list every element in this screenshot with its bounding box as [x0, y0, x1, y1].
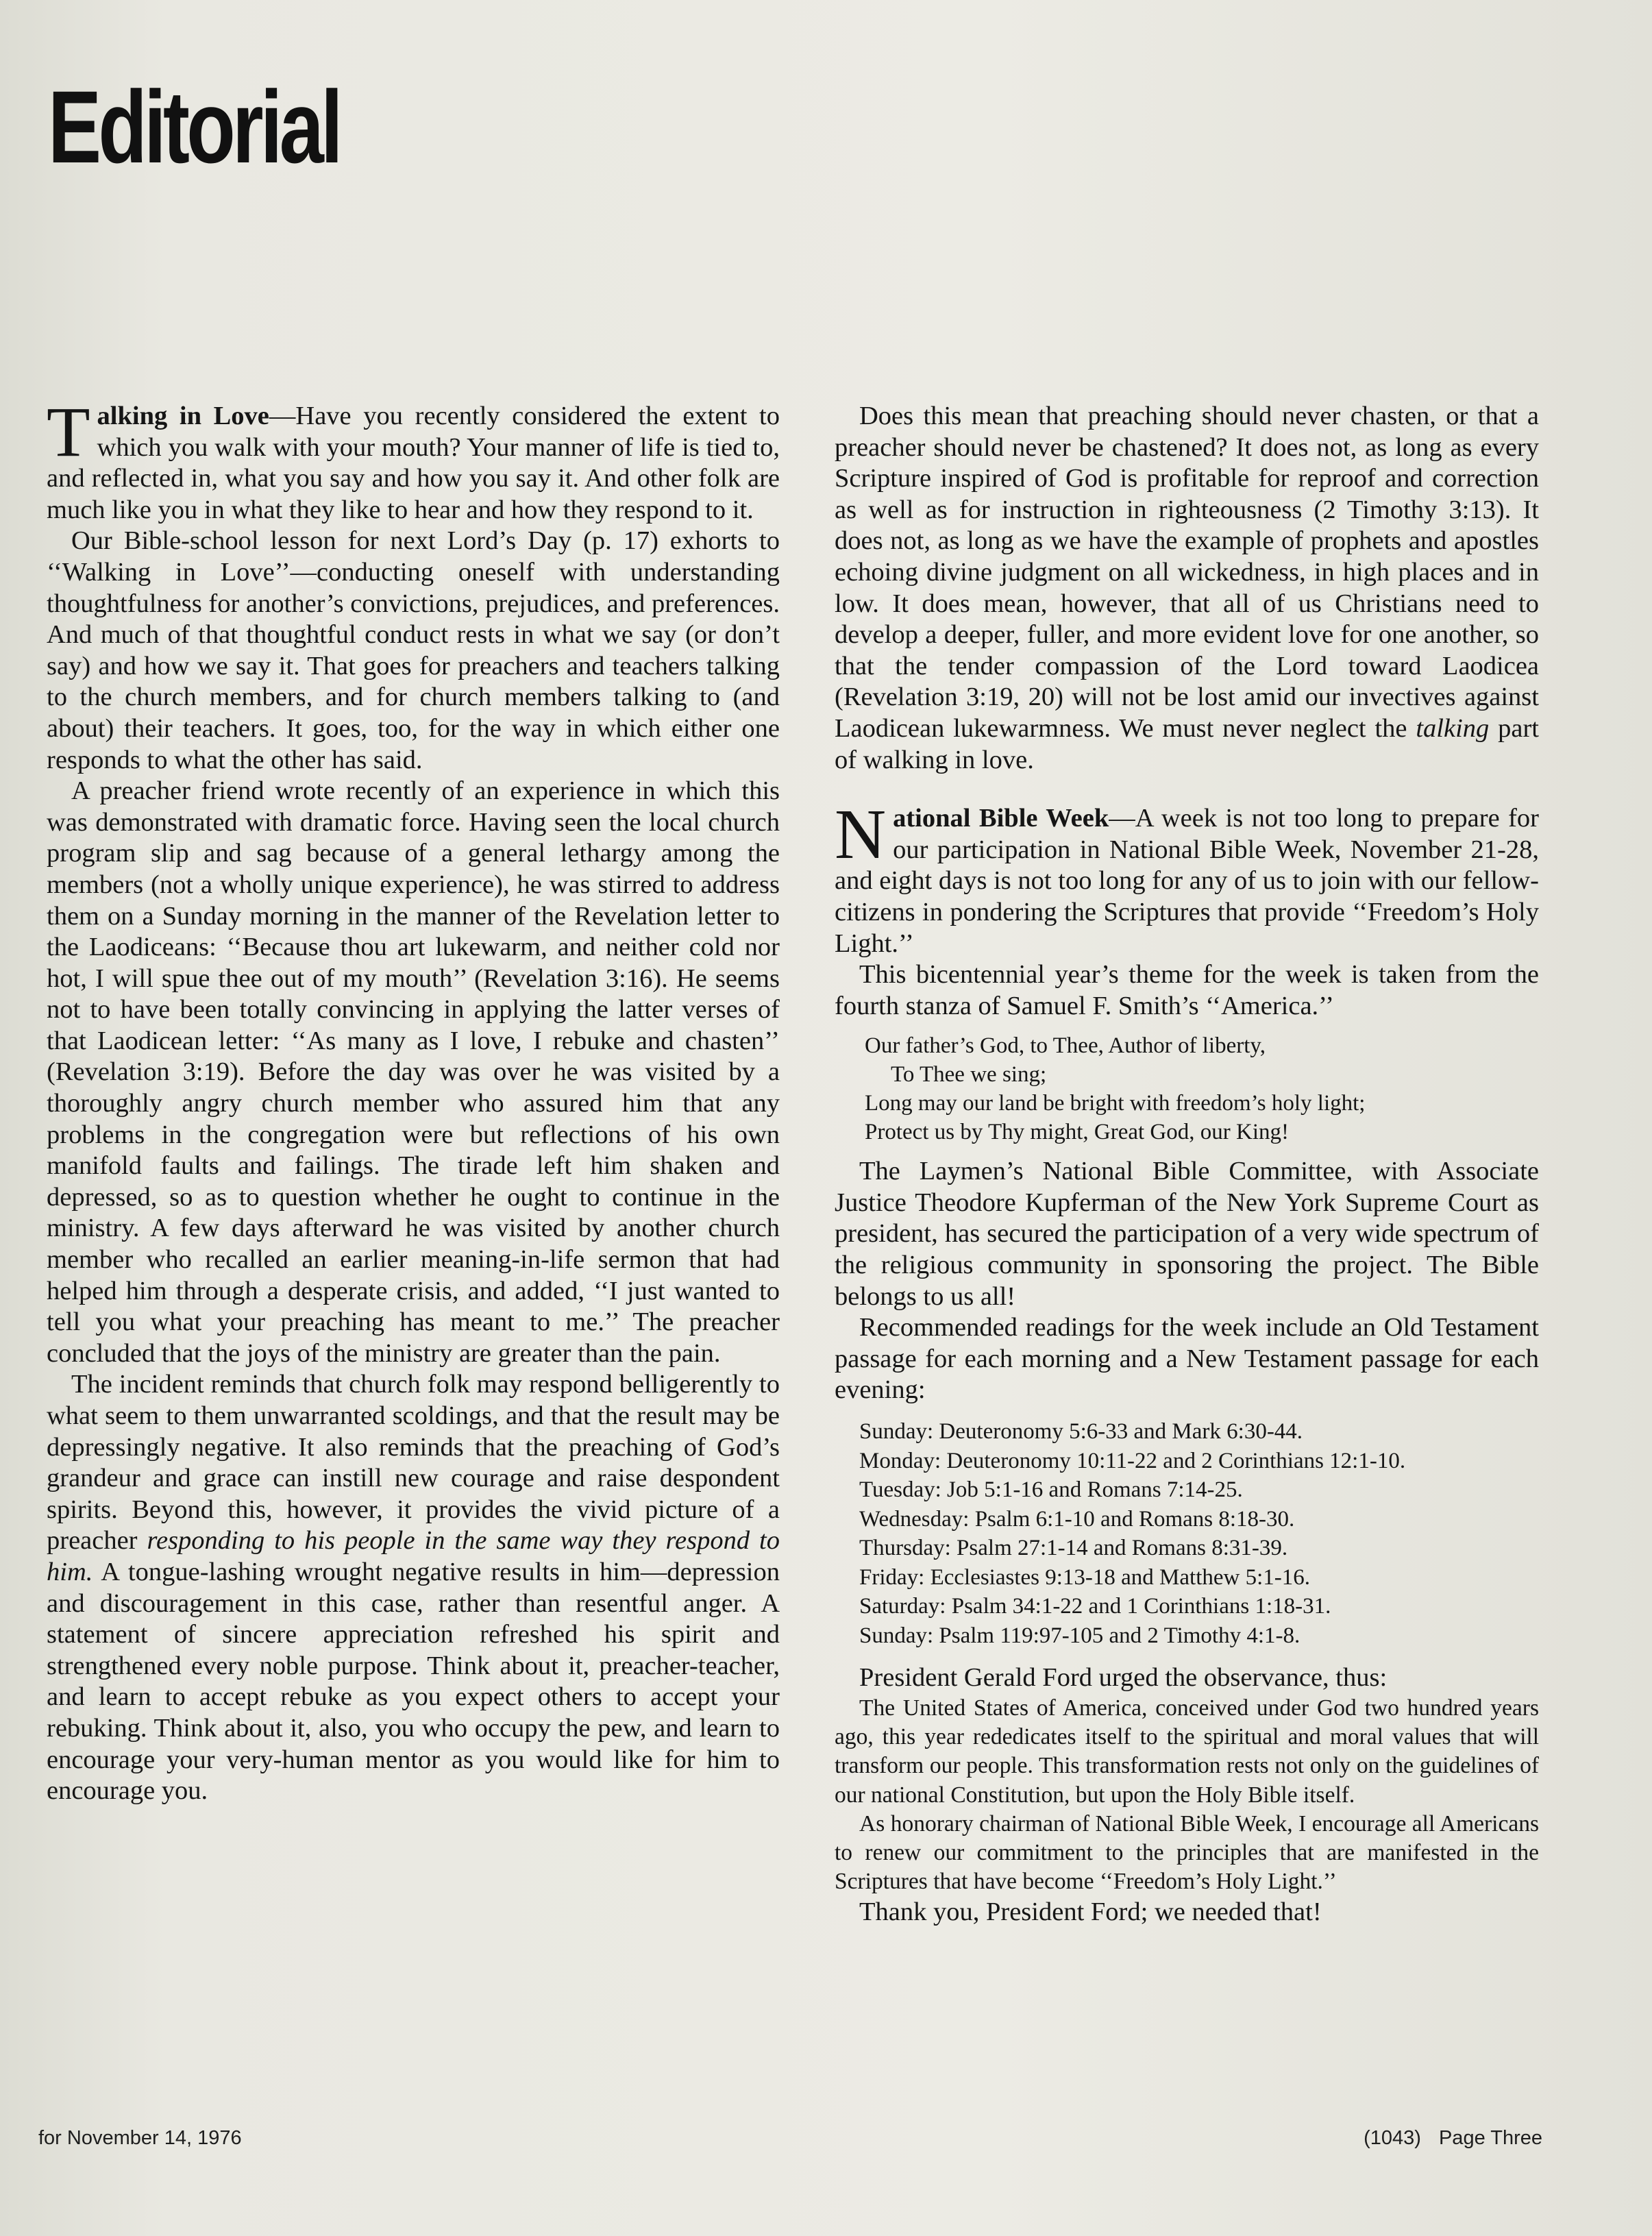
paragraph: This bicentennial year’s theme for the week is taken from the fourth stanza of Samuel F. Smith’s ‘‘America.’’	[835, 960, 1539, 1020]
paragraph-talking-in-love	[47, 393, 780, 526]
paragraph-text: A tongue-lashing wrought negative results in him—depression and discouragement in this case, rather than resentful anger. A statement of sincere appreciation refreshed his spirit and strengthened every noble purpose. Think about it, preacher-teacher, and learn to accept rebuke as you expect others to accept your rebuking. Think about it, also, you who occupy the pew, and learn to encourage your very-human mentor as you would like for him to encourage you.	[47, 1557, 780, 1806]
footer-page	[1346, 2127, 1542, 2150]
closing-line: Thank you, President Ford; we needed that!	[859, 1897, 1322, 1926]
quote-paragraph: The United States of America, conceived under God two hundred years ago, this year rededicates itself to the spiritual and moral values that will transform our people. This transformation rests not only on the guidelines of our national Constitution, but upon the Holy Bible itself.	[835, 1695, 1539, 1808]
reading-item: Tuesday: Job 5:1-16 and Romans 7:14-25.	[859, 1477, 1243, 1503]
footer-date: for November 14, 1976	[38, 2127, 242, 2149]
section-heading-talking-in-love: alking in Love	[97, 402, 269, 430]
paragraph: A preacher friend wrote recently of an experience in which this was demonstrated with dramatic force. Having seen the local church program slip and sag because of a general lethargy among the members (not a wholly unique experience), he was stirred to address them on a Sunday morning in the manner of the Revelation letter to the Laodiceans: ‘‘Because thou art lukewarm, and neither cold nor hot, I will spue thee out of my mouth’’ (Revelation 3:16). He seems not to have been totally convincing in applying the latter verses of that Laodicean letter: ‘‘As many as I love, I rebuke and chasten’’ (Revelation 3:19). Before the day was over he was visited by a thoroughly angry church member who assured him that any problems in the congregation were but reflections of his own manifold faults and failings. The tirade left him shaken and depressed, so as to question whether he ought to continue in the ministry. A few days afterward he was visited by another church member who recalled an earlier meaning-in-life sermon that had helped him through a desperate crisis, and added, ‘‘I just wanted to tell you what your preaching has meant to me.’’ The preacher concluded that the joys of the ministry are greater than the pain.	[47, 776, 780, 1368]
paragraph-text: —Have you recently considered the extent to which you walk with your mouth? Your manner of life is tied to, and reflected in, what you say and how you say it. And other folk are much like you in what they like to hear and how they respond to it.	[47, 402, 780, 524]
section-heading-national-bible-week: ational Bible Week	[893, 804, 1109, 833]
paragraph-national-bible-week	[835, 795, 1540, 959]
ford-quote	[835, 1694, 1539, 1897]
left-column	[47, 393, 780, 1807]
right-column	[835, 401, 1539, 1928]
drop-cap: T	[47, 393, 90, 471]
verse-line: Our father’s God, to Thee, Author of liberty,	[865, 1033, 1266, 1059]
paragraph: Recommended readings for the week include an Old Testament passage for each morning and a New Testament passage for each evening:	[835, 1313, 1539, 1405]
reading-item: Friday: Ecclesiastes 9:13-18 and Matthew 5:1-16.	[859, 1564, 1311, 1590]
paragraph-text: part of walking in love.	[835, 713, 1540, 774]
reading-item: Saturday: Psalm 34:1-22 and 1 Corinthians 1:18-31.	[859, 1594, 1331, 1619]
verse-line: Long may our land be bright with freedom’s holy light;	[865, 1091, 1366, 1116]
italic-text: talking	[1416, 713, 1490, 743]
quote-paragraph: As honorary chairman of National Bible Week, I encourage all Americans to renew our commitment to the principles that are manifested in the Scriptures that have become ‘‘Freedom’s Holy Light.’’	[835, 1810, 1539, 1895]
hymn-verse	[865, 1031, 1539, 1146]
page-title: Editorial	[48, 69, 340, 184]
paragraph-text: —A week is not too long to prepare for our participation in National Bible Week, November 21-28, and eight days is not too long for any of us to join with our fellow-citizens in pondering the Scriptures that provide ‘‘Freedom’s Holy Light.’’	[835, 804, 1540, 958]
reading-item: Sunday: Deuteronomy 5:6-33 and Mark 6:30-44.	[859, 1419, 1303, 1445]
verse-line: To Thee we sing;	[891, 1062, 1047, 1088]
reading-item: Monday: Deuteronomy 10:11-22 and 2 Corinthians 12:1-10.	[859, 1448, 1406, 1473]
reading-item: Sunday: Psalm 119:97-105 and 2 Timothy 4:1-8.	[859, 1623, 1300, 1648]
paragraph: The Laymen’s National Bible Committee, with Associate Justice Theodore Kupferman of the New York Supreme Court as president, has secured the participation of a very wide spectrum of the religious community in sponsoring the project. The Bible belongs to us all!	[835, 1157, 1539, 1311]
italic-text: responding to his people in the same way they respond to him.	[47, 1526, 780, 1586]
readings-list	[859, 1417, 1539, 1650]
page-label: Page Three	[1438, 2127, 1542, 2149]
paragraph: Our Bible-school lesson for next Lord’s Day (p. 17) exhorts to ‘‘Walking in Love’’—conducting oneself with understanding thoughtfulness for another’s convictions, prejudices, and preferences. And much of that thoughtful conduct rests in what we say (or don’t say) and how we say it. That goes for preachers and teachers talking to the church members, and for church members talking to (and about) their teachers. It goes, too, for the way in which either one responds to what the other has said.	[47, 526, 780, 774]
section-gap	[835, 776, 1539, 803]
drop-cap: N	[835, 795, 887, 874]
paragraph	[835, 401, 1539, 776]
paragraph-text: The incident reminds that church folk may respond belligerently to what seem to them unwarranted scoldings, and that the result may be depressingly negative. It also reminds that the preaching of God’s grandeur and grace can instill new courage and raise despondent spirits. Beyond this, however, it provides the vivid picture of a preacher	[47, 1370, 780, 1556]
page-code: (1043)	[1364, 2127, 1421, 2149]
verse-line: Protect us by Thy might, Great God, our King!	[865, 1120, 1289, 1145]
reading-item: Wednesday: Psalm 6:1-10 and Romans 8:18-30.	[859, 1506, 1295, 1532]
paragraph-text: Does this mean that preaching should never chasten, or that a preacher should never be chastened? It does not, as long as every Scripture inspired of God is profitable for reproof and correction as well as for instruction in righteousness (2 Timothy 3:13). It does not, as long as we have the example of prophets and apostles echoing divine judgment on all wickedness, in high places and in low. It does mean, however, that all of us Christians need to develop a deeper, fuller, and more evident love for one another, so that the tender compassion of the Lord toward Laodicea (Revelation 3:19, 20) will not be lost amid our invectives against Laodicean lukewarmness. We must never neglect the	[835, 402, 1539, 743]
paragraph	[47, 1369, 780, 1806]
reading-item: Thursday: Psalm 27:1-14 and Romans 8:31-39.	[859, 1536, 1288, 1561]
paragraph: President Gerald Ford urged the observance, thus:	[859, 1663, 1388, 1693]
